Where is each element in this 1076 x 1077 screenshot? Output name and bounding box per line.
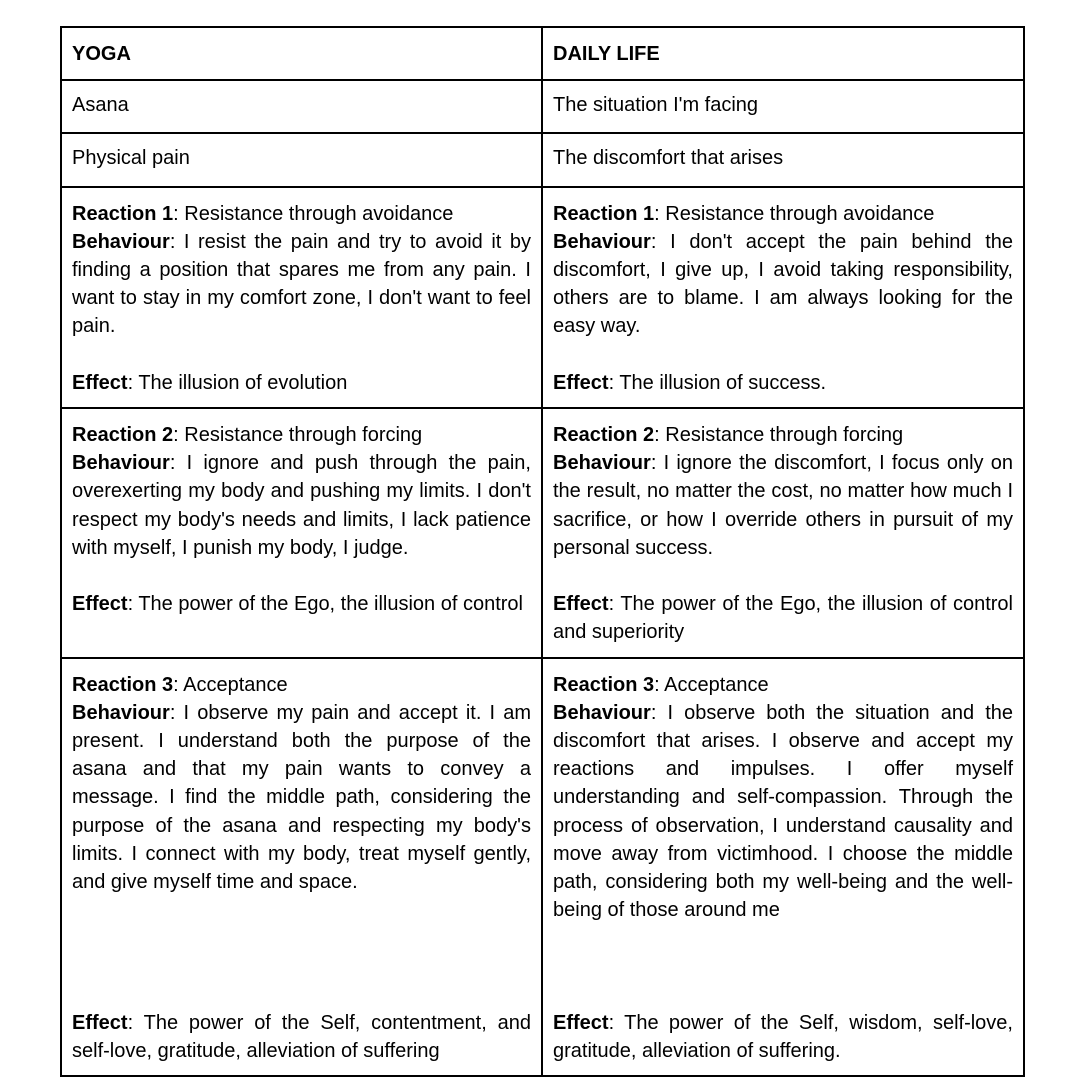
behaviour-text: : I don't accept the pain behind the discomfort, I give up, I avoid taking responsibility, others are to blame. I am always looking for the easy way. bbox=[553, 230, 1013, 338]
effect-label: Effect bbox=[553, 593, 609, 616]
effect-line bbox=[553, 369, 1013, 397]
behaviour-label: Behaviour bbox=[72, 452, 170, 475]
cell-yoga-asana: Asana bbox=[61, 80, 542, 133]
reaction-label: Reaction 1 bbox=[553, 202, 655, 225]
spacer bbox=[553, 341, 1013, 369]
behaviour-label: Behaviour bbox=[553, 230, 651, 253]
effect-label: Effect bbox=[553, 1012, 609, 1035]
spacer bbox=[553, 981, 1013, 1009]
effect-line bbox=[72, 590, 531, 618]
reaction-row-3 bbox=[61, 658, 1024, 1077]
reaction-text: : Resistance through avoidance bbox=[654, 202, 935, 225]
effect-text: : The illusion of success. bbox=[608, 371, 827, 394]
reaction-label: Reaction 2 bbox=[553, 424, 655, 447]
reaction-text: : Resistance through forcing bbox=[173, 424, 423, 447]
behaviour-paragraph bbox=[553, 228, 1013, 341]
reaction-label: Reaction 2 bbox=[72, 424, 174, 447]
effect-text: : The power of the Ego, the illusion of control and superiority bbox=[553, 593, 1013, 644]
behaviour-paragraph bbox=[72, 699, 531, 981]
reaction-row-2 bbox=[61, 408, 1024, 658]
spacer bbox=[553, 562, 1013, 590]
cell-daily-discomfort: The discomfort that arises bbox=[542, 133, 1024, 186]
table-row bbox=[61, 133, 1024, 186]
effect-text: : The power of the Self, contentment, and self-love, gratitude, alleviation of suffering bbox=[72, 1012, 531, 1063]
cell-yoga-reaction-2 bbox=[61, 408, 542, 658]
effect-label: Effect bbox=[72, 371, 128, 394]
behaviour-label: Behaviour bbox=[72, 230, 170, 253]
behaviour-label: Behaviour bbox=[553, 701, 651, 724]
effect-line bbox=[72, 1009, 531, 1065]
cell-yoga-reaction-1 bbox=[61, 187, 542, 408]
behaviour-text: : I ignore and push through the pain, overexerting my body and pushing my limits. I don't respect my body's needs and limits, I lack patience with myself, I punish my body, I judge. bbox=[72, 452, 531, 559]
cell-yoga-reaction-3 bbox=[61, 658, 542, 1077]
reaction-line bbox=[72, 671, 531, 699]
effect-label: Effect bbox=[72, 593, 128, 616]
reaction-line bbox=[72, 200, 531, 228]
reaction-text: : Resistance through avoidance bbox=[173, 202, 454, 225]
reaction-text: : Resistance through forcing bbox=[654, 424, 904, 447]
reaction-line bbox=[72, 421, 531, 449]
behaviour-paragraph bbox=[72, 449, 531, 562]
cell-daily-reaction-2 bbox=[542, 408, 1024, 658]
reaction-row-1 bbox=[61, 187, 1024, 408]
behaviour-paragraph bbox=[553, 699, 1013, 981]
reaction-text: : Acceptance bbox=[173, 673, 288, 696]
effect-line bbox=[72, 369, 531, 397]
behaviour-text: : I resist the pain and try to avoid it by finding a position that spares me from any pain. I want to stay in my comfort zone, I don't want to feel pain. bbox=[72, 230, 531, 338]
cell-daily-reaction-1 bbox=[542, 187, 1024, 408]
effect-text: : The illusion of evolution bbox=[127, 371, 348, 394]
spacer bbox=[72, 981, 531, 1009]
header-daily-life: DAILY LIFE bbox=[542, 27, 1024, 80]
table-row bbox=[61, 80, 1024, 133]
comparison-table bbox=[60, 26, 1025, 1077]
reaction-line bbox=[553, 671, 1013, 699]
behaviour-text: : I observe my pain and accept it. I am present. I understand both the purpose of the asana and that my pain wants to convey a message. I find the middle path, considering the purpose of the asana and respecting my body's limits. I connect with my body, treat myself gently, and give myself time and space. bbox=[72, 701, 531, 894]
effect-line bbox=[553, 1009, 1013, 1065]
spacer bbox=[72, 341, 531, 369]
reaction-text: : Acceptance bbox=[654, 673, 769, 696]
behaviour-text: : I ignore the discomfort, I focus only on the result, no matter the cost, no matter how much I sacrifice, or how I override others in pursuit of my personal success. bbox=[553, 452, 1013, 559]
behaviour-paragraph bbox=[72, 228, 531, 341]
effect-label: Effect bbox=[72, 1012, 128, 1035]
effect-text: : The power of the Ego, the illusion of control bbox=[127, 593, 523, 616]
header-yoga: YOGA bbox=[61, 27, 542, 80]
reaction-label: Reaction 3 bbox=[553, 673, 655, 696]
header-row bbox=[61, 27, 1024, 80]
reaction-line bbox=[553, 421, 1013, 449]
reaction-line bbox=[553, 200, 1013, 228]
behaviour-label: Behaviour bbox=[553, 452, 651, 475]
spacer bbox=[72, 562, 531, 590]
cell-yoga-pain: Physical pain bbox=[61, 133, 542, 186]
cell-daily-reaction-3 bbox=[542, 658, 1024, 1077]
cell-daily-situation: The situation I'm facing bbox=[542, 80, 1024, 133]
behaviour-paragraph bbox=[553, 449, 1013, 562]
reaction-label: Reaction 1 bbox=[72, 202, 174, 225]
behaviour-text: : I observe both the situation and the discomfort that arises. I observe and accept my reactions and impulses. I offer myself understanding and self-compassion. Through the process of observation, I understand causality and move away from victimhood. I choose the middle path, considering both my well-being and the well-being of those around me bbox=[553, 701, 1013, 922]
reaction-label: Reaction 3 bbox=[72, 673, 174, 696]
behaviour-label: Behaviour bbox=[72, 701, 170, 724]
effect-text: : The power of the Self, wisdom, self-love, gratitude, alleviation of suffering. bbox=[553, 1012, 1013, 1063]
effect-line bbox=[553, 590, 1013, 646]
effect-label: Effect bbox=[553, 371, 609, 394]
